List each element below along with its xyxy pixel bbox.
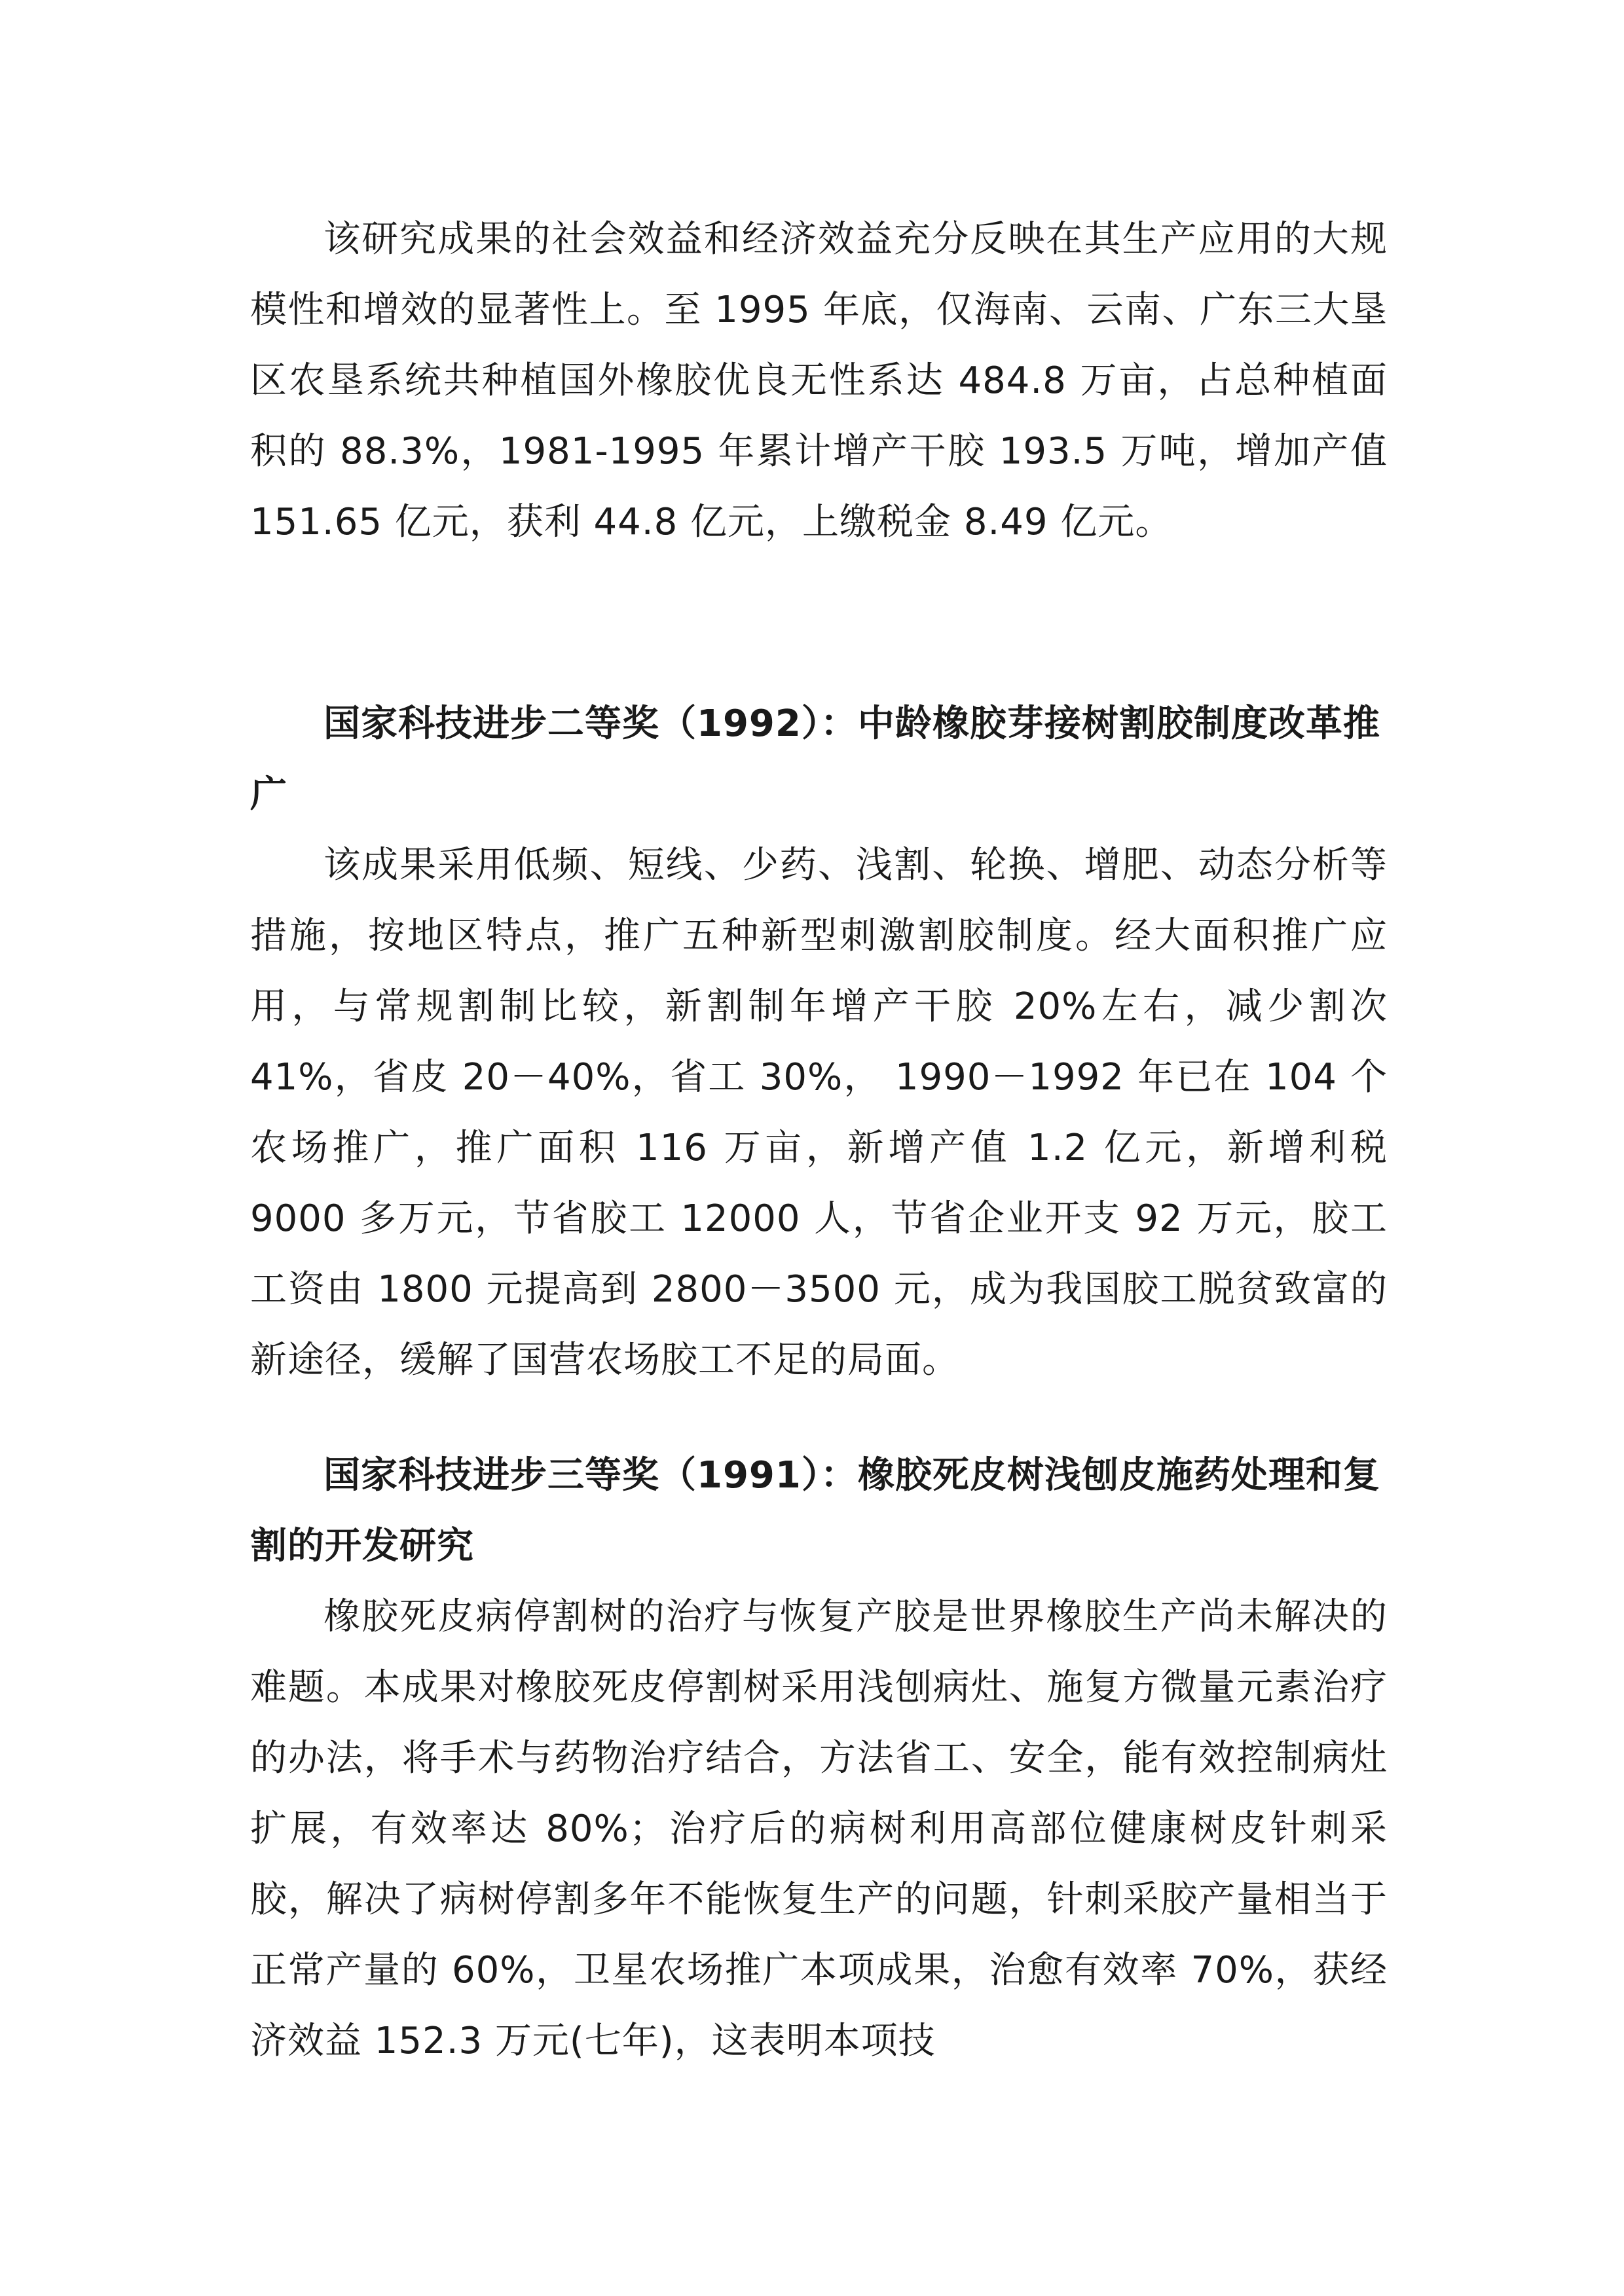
body-paragraph: 该研究成果的社会效益和经济效益充分反映在其生产应用的大规模性和增效的显著性上。至 1995 年底，仅海南、云南、广东三大垦区农垦系统共种植国外橡胶优良无性系达 484.8 万亩，占总种植面积的 88.3%，1981-1995 年累计增产干胶 193.5 万吨，增加产值 151.65 亿元，获利 44.8 亿元，上缴税金 8.49 亿元。 [250, 218, 1388, 543]
body-paragraph: 橡胶死皮病停割树的治疗与恢复产胶是世界橡胶生产尚未解决的难题。本成果对橡胶死皮停割树采用浅刨病灶、施复方微量元素治疗的办法，将手术与药物治疗结合，方法省工、安全，能有效控制病灶扩展，有效率达 80%；治疗后的病树利用高部位健康树皮针刺采胶，解决了病树停割多年不能恢复生产的问题，针刺采胶产量相当于正常产量的 60%，卫星农场推广本项成果，治愈有效率 70%，获经济效益 152.3 万元(七年)，这表明本项技 [250, 1595, 1388, 2062]
section-heading: 国家科技进步二等奖（1992）：中龄橡胶芽接树割胶制度改革推广 [250, 702, 1380, 816]
body-paragraph: 该成果采用低频、短线、少药、浅割、轮换、增肥、动态分析等措施，按地区特点，推广五种新型刺激割胶制度。经大面积推广应用，与常规割制比较，新割制年增产干胶 20%左右，减少割次 41%，省皮 20－40%，省工 30%， 1990－1992 年已在 104 个农场推广，推广面积 116 万亩，新增产值 1.2 亿元，新增利税 9000 多万元，节省胶工 12000 人，节省企业开支 92 万元，胶工工资由 1800 元提高到 2800－3500 元，成为我国胶工脱贫致富的新途径，缓解了国营农场胶工不足的局面。 [250, 844, 1388, 1381]
section-third-prize-1991 [250, 1440, 1388, 2077]
section-social-economic-benefit [250, 204, 1388, 558]
section-second-prize-1992 [250, 689, 1388, 1396]
section-heading: 国家科技进步三等奖（1991）：橡胶死皮树浅刨皮施药处理和复割的开发研究 [250, 1454, 1380, 1567]
